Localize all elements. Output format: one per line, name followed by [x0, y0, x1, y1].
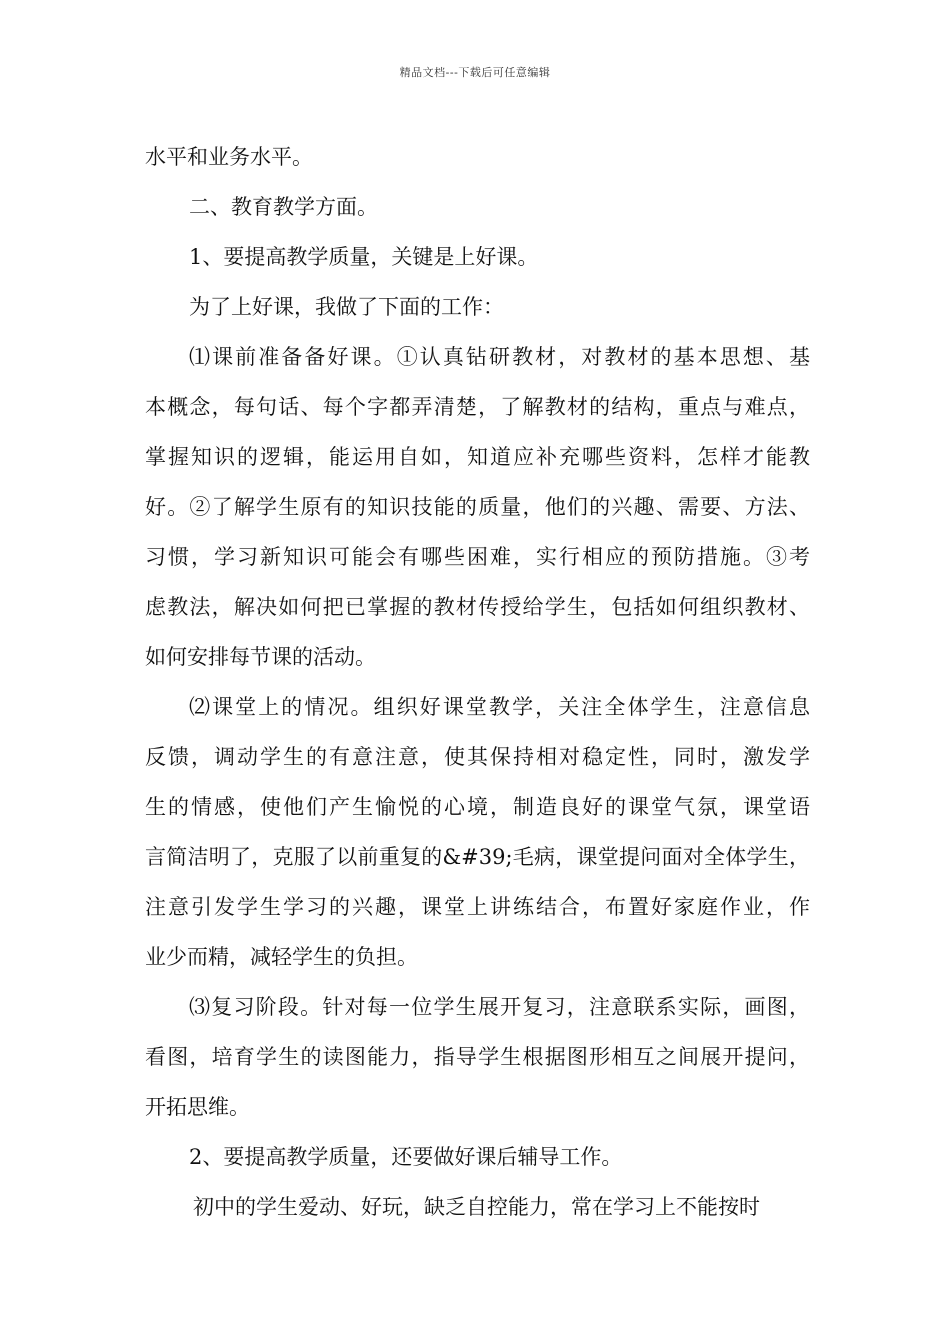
text-line: 如何安排每节课的活动。 [145, 645, 376, 669]
text-line: 好。②了解学生原有的知识技能的质量，他们的兴趣、需要、方法、 [145, 495, 810, 519]
text-line: 开拓思维。 [145, 1095, 250, 1119]
page-header: 精品文档---下载后可任意编辑 [399, 66, 551, 79]
text-line: 看图，培育学生的读图能力，指导学生根据图形相互之间展开提问， [145, 1045, 810, 1069]
text-line: 水平和业务水平。 [145, 145, 313, 169]
text-line: 注意引发学生学习的兴趣，课堂上讲练结合，布置好家庭作业，作 [145, 895, 810, 919]
section-heading: 二、教育教学方面。 [189, 195, 378, 219]
text-line: 本概念，每句话、每个字都弄清楚，了解教材的结构，重点与难点， [145, 395, 810, 419]
text-line: ⑵课堂上的情况。组织好课堂教学，关注全体学生，注意信息 [189, 695, 810, 719]
text-line: 掌握知识的逻辑，能运用自如，知道应补充哪些资料，怎样才能教 [145, 445, 810, 469]
text-line: 言简洁明了，克服了以前重复的&#39;毛病，课堂提问面对全体学生， [145, 845, 810, 869]
text-line: 习惯，学习新知识可能会有哪些困难，实行相应的预防措施。③考 [145, 545, 810, 569]
text-line: 虑教法，解决如何把已掌握的教材传授给学生，包括如何组织教材、 [145, 595, 810, 619]
text-line: ⑴课前准备备好课。①认真钻研教材，对教材的基本思想、基 [189, 345, 810, 369]
document-body [145, 132, 810, 1232]
text-line: 2、要提高教学质量，还要做好课后辅导工作。 [189, 1145, 623, 1169]
text-line: 初中的学生爱动、好玩，缺乏自控能力，常在学习上不能按时 [193, 1195, 760, 1219]
text-line: 1、要提高教学质量，关键是上好课。 [189, 245, 539, 269]
text-line: 为了上好课，我做了下面的工作： [189, 295, 504, 319]
text-line: 业少而精，减轻学生的负担。 [145, 945, 418, 969]
text-line: 生的情感，使他们产生愉悦的心境，制造良好的课堂气氛，课堂语 [145, 795, 810, 819]
text-line: 反馈，调动学生的有意注意，使其保持相对稳定性，同时，激发学 [145, 745, 810, 769]
text-line: ⑶复习阶段。针对每一位学生展开复习，注意联系实际，画图， [189, 995, 810, 1019]
